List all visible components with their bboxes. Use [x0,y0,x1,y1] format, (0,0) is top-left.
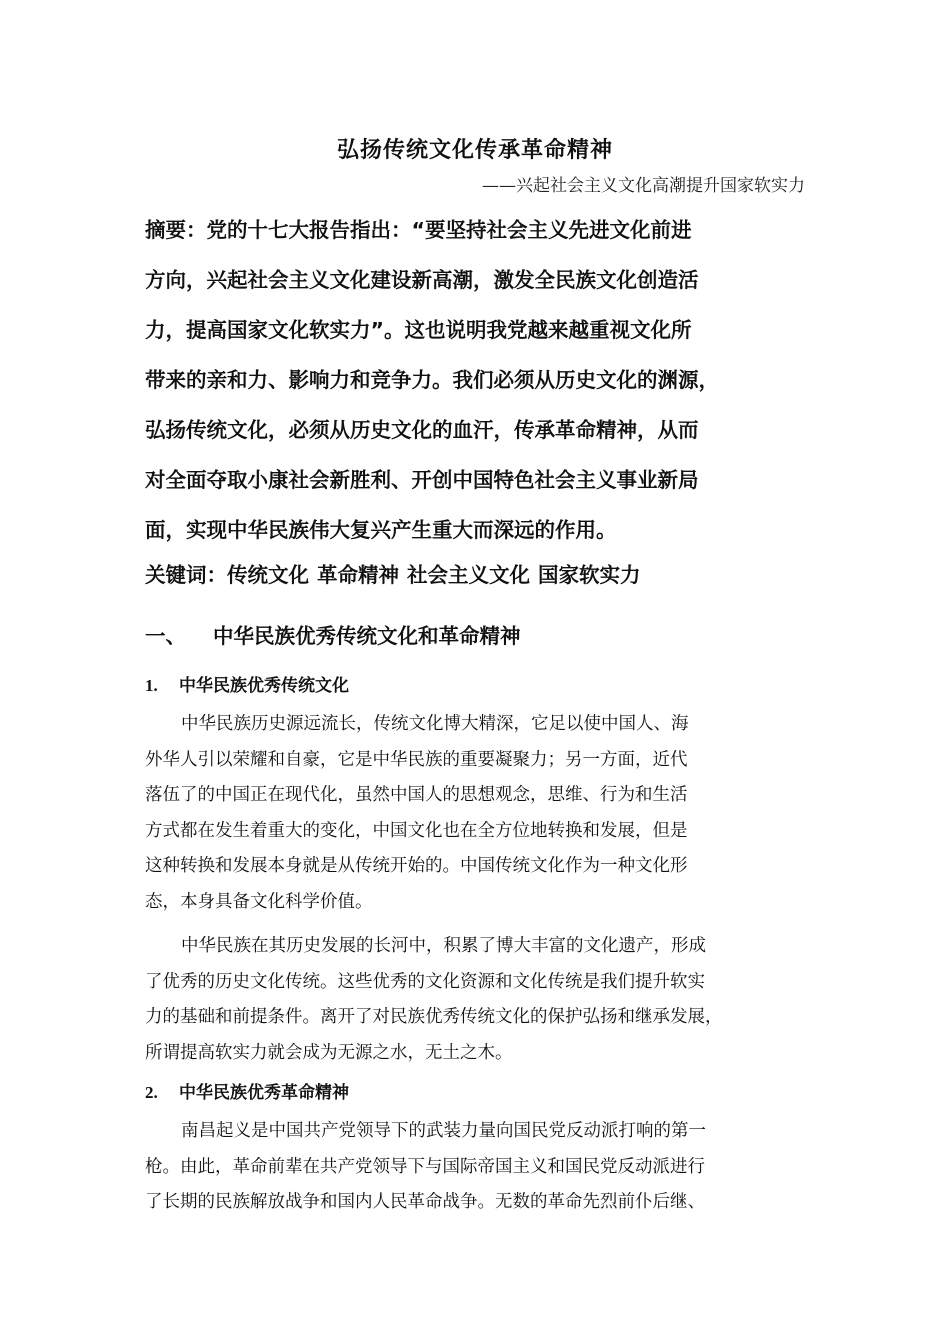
keyword: 传统文化 [227,563,309,587]
paragraph-line: 落伍了的中国正在现代化，虽然中国人的思想观念，思维、行为和生活 [145,785,688,805]
abstract-line: 力，提高国家文化软实力”。这也说明我党越来越重视文化所 [145,318,692,342]
section-number: 一、 [145,624,186,648]
section-heading-1 [145,618,521,654]
subsection-heading-1 [145,674,349,698]
paragraph-3 [145,1114,785,1221]
subsection-title: 中华民族优秀革命精神 [179,1083,349,1103]
subsection-heading-2 [145,1081,349,1105]
abstract-line: 对全面夺取小康社会新胜利、开创中国特色社会主义事业新局 [145,468,699,492]
abstract-line: 带来的亲和力、影响力和竞争力。我们必须从历史文化的渊源， [145,368,719,392]
subsection-number: 2. [145,1083,158,1102]
subsection-number: 1. [145,676,158,695]
document-subtitle: ——兴起社会主义文化高潮提升国家软实力 [482,176,805,196]
abstract-line: 弘扬传统文化，必须从历史文化的血汗，传承革命精神，从而 [145,418,699,442]
paragraph-line: 方式都在发生着重大的变化，中国文化也在全方位地转换和发展，但是 [145,820,688,841]
paragraph-line: 这种转换和发展本身就是从传统开始的。中国传统文化作为一种文化形 [145,856,688,876]
paragraph-line: 了优秀的历史文化传统。这些优秀的文化资源和文化传统是我们提升软实 [145,971,705,992]
keyword: 国家软实力 [538,563,641,587]
paragraph-line: 态，本身具备文化科学价值。 [145,891,373,912]
paragraph-2 [145,929,785,1071]
keyword: 革命精神 [317,563,399,587]
abstract [145,205,785,555]
paragraph-1 [145,707,785,920]
subsection-title: 中华民族优秀传统文化 [179,676,349,696]
paragraph-line: 力的基础和前提条件。离开了对民族优秀传统文化的保护弘扬和继承发展， [145,1007,723,1027]
keyword: 社会主义文化 [407,563,530,587]
document-title: 弘扬传统文化传承革命精神 [336,138,613,163]
keywords-label: 关键词： [145,563,227,587]
keywords [145,553,649,597]
paragraph-line: 枪。由此，革命前辈在共产党领导下与国际帝国主义和国民党反动派进行 [145,1156,705,1177]
abstract-line: 方向，兴起社会主义文化建设新高潮，激发全民族文化创造活 [145,268,699,292]
paragraph-line: 所谓提高软实力就会成为无源之水，无土之木。 [145,1042,513,1063]
paragraph-line: 外华人引以荣耀和自豪，它是中华民族的重要凝聚力；另一方面，近代 [145,749,688,770]
paragraph-line: 南昌起义是中国共产党领导下的武装力量向国民党反动派打响的第一 [181,1121,706,1141]
abstract-line: 摘要：党的十七大报告指出：“要坚持社会主义先进文化前进 [145,218,692,242]
paragraph-line: 中华民族在其历史发展的长河中，积累了博大丰富的文化遗产，形成 [181,936,706,956]
paragraph-line: 中华民族历史源远流长，传统文化博大精深，它足以使中国人、海 [181,714,689,734]
section-title: 中华民族优秀传统文化和革命精神 [213,624,521,648]
paragraph-line: 了长期的民族解放战争和国内人民革命战争。无数的革命先烈前仆后继、 [145,1192,705,1212]
abstract-line: 面，实现中华民族伟大复兴产生重大而深远的作用。 [145,518,617,542]
